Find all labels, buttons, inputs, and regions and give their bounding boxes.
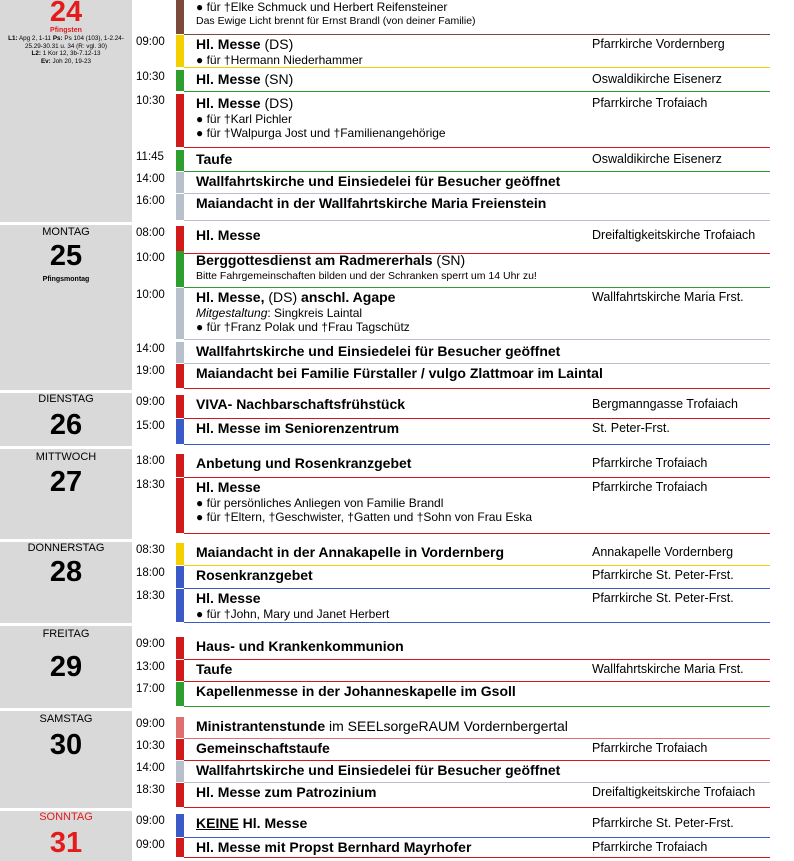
event-title-text: Taufe bbox=[196, 661, 233, 677]
event-time: 13:00 bbox=[136, 661, 165, 673]
event-title-extra: (SN) bbox=[260, 71, 294, 87]
event-category-bar bbox=[176, 194, 184, 220]
event-title bbox=[196, 638, 404, 655]
day-weekday: MITTWOCH bbox=[35, 451, 97, 463]
event-time: 09:00 bbox=[136, 718, 165, 730]
event-category-bar bbox=[176, 70, 184, 91]
event-title-text: Anbetung und Rosenkranzgebet bbox=[196, 455, 412, 471]
event-detail: Das Ewige Licht brennt für Ernst Brandl (von deiner Familie) bbox=[196, 15, 476, 27]
event-row[interactable] bbox=[136, 761, 794, 783]
event-row[interactable] bbox=[136, 226, 794, 254]
event-title bbox=[196, 95, 293, 112]
event-time: 10:00 bbox=[136, 252, 165, 264]
day-number: 30 bbox=[49, 729, 83, 761]
event-title bbox=[196, 252, 465, 269]
event-title-text: VIVA- Nachbarschaftsfrühstück bbox=[196, 396, 406, 412]
event-detail: ● für †John, Mary und Janet Herbert bbox=[196, 607, 390, 621]
day-separator bbox=[0, 708, 794, 711]
reading-label: Ev: bbox=[40, 57, 51, 65]
event-detail: ● für †Karl Pichler bbox=[196, 112, 292, 126]
reading-text: Apg 2, 1-11 bbox=[17, 35, 53, 42]
reading-label: Ps: bbox=[52, 35, 63, 42]
event-title-extra: (SN) bbox=[432, 252, 466, 268]
reading-item bbox=[32, 50, 101, 57]
event-time: 18:30 bbox=[136, 479, 165, 491]
event-row[interactable] bbox=[136, 70, 794, 92]
day-separator bbox=[0, 222, 794, 225]
event-category-bar bbox=[176, 94, 184, 147]
event-title bbox=[196, 784, 376, 801]
event-divider bbox=[184, 91, 770, 92]
event-title-text: Hl. Messe mit Propst Bernhard Mayrhofer bbox=[196, 839, 472, 855]
day-weekday: DIENSTAG bbox=[38, 393, 94, 405]
event-title-text: Gemeinschaftstaufe bbox=[196, 740, 330, 756]
day-weekday: SAMSTAG bbox=[39, 713, 93, 725]
event-detail: Bitte Fahrgemeinschaften bilden und der Schranken sperrt um 14 Uhr zu! bbox=[196, 270, 537, 282]
event-category-bar bbox=[176, 543, 184, 565]
event-detail: ● für persönliches Anliegen von Familie Brandl bbox=[196, 496, 444, 510]
event-divider bbox=[184, 388, 770, 389]
event-time: 08:00 bbox=[136, 227, 165, 239]
event-location: Wallfahrtskirche Maria Frst. bbox=[592, 290, 744, 304]
event-title bbox=[196, 683, 516, 700]
event-category-bar bbox=[176, 395, 184, 418]
event-location: Oswaldikirche Eisenerz bbox=[592, 152, 722, 166]
event-row[interactable] bbox=[136, 838, 794, 858]
event-time: 14:00 bbox=[136, 343, 165, 355]
event-title bbox=[196, 36, 293, 53]
event-category-bar bbox=[176, 478, 184, 533]
event-title bbox=[196, 71, 293, 88]
event-divider bbox=[184, 444, 770, 445]
event-title-text: Hl. Messe im Seniorenzentrum bbox=[196, 420, 400, 436]
event-category-bar bbox=[176, 783, 184, 807]
day-number: 29 bbox=[49, 651, 83, 683]
event-title-text: Hl. Messe zum Patrozinium bbox=[196, 784, 377, 800]
event-title-text: Hl. Messe bbox=[196, 590, 261, 606]
day-weekday: DONNERSTAG bbox=[27, 542, 105, 554]
event-row[interactable] bbox=[136, 150, 794, 172]
event-row[interactable] bbox=[136, 94, 794, 148]
event-category-bar bbox=[176, 566, 184, 588]
day-feast: Pfingsmontag bbox=[42, 276, 90, 283]
event-title-text: Taufe bbox=[196, 151, 233, 167]
day-separator bbox=[0, 623, 794, 626]
event-title-extra: (DS) bbox=[264, 289, 302, 305]
day-number: 31 bbox=[49, 827, 83, 859]
event-location: Annakapelle Vordernberg bbox=[592, 545, 734, 559]
day-number: 28 bbox=[49, 556, 83, 588]
event-detail-italic: Mitgestaltung bbox=[196, 306, 268, 320]
event-time: 10:30 bbox=[136, 740, 165, 752]
event-title-extra: (DS) bbox=[260, 36, 294, 52]
event-title bbox=[196, 567, 313, 584]
event-divider bbox=[184, 857, 770, 858]
event-time: 10:30 bbox=[136, 71, 165, 83]
event-title-extra: (DS) bbox=[260, 95, 294, 111]
event-title bbox=[196, 762, 560, 779]
event-detail: ● für †Franz Polak und †Frau Tagschütz bbox=[196, 320, 410, 334]
event-title-text: Wallfahrtskirche und Einsiedelei für Besucher geöffnet bbox=[196, 343, 561, 359]
event-row[interactable] bbox=[136, 739, 794, 761]
event-title bbox=[196, 195, 546, 212]
day-number: 26 bbox=[49, 409, 83, 441]
event-title bbox=[196, 544, 504, 561]
event-category-bar bbox=[176, 288, 184, 339]
event-title-text: Wallfahrtskirche und Einsiedelei für Besucher geöffnet bbox=[196, 762, 561, 778]
event-title-text: Berggottesdienst am Radmererhals bbox=[196, 252, 433, 268]
event-time: 10:00 bbox=[136, 289, 165, 301]
event-location: Pfarrkirche Trofaiach bbox=[592, 456, 708, 470]
event-category-bar bbox=[176, 150, 184, 171]
event-title-text: Hl. Messe, bbox=[196, 289, 265, 305]
event-title bbox=[196, 396, 405, 413]
event-time: 16:00 bbox=[136, 195, 165, 207]
event-time: 08:30 bbox=[136, 544, 165, 556]
event-title-text: Hl. Messe bbox=[196, 36, 261, 52]
event-time: 09:00 bbox=[136, 839, 165, 851]
event-time: 14:00 bbox=[136, 762, 165, 774]
day-feast: Pfingsten bbox=[50, 27, 82, 34]
event-location: Dreifaltigkeitskirche Trofaiach bbox=[592, 228, 756, 242]
event-category-bar bbox=[176, 814, 184, 837]
event-location: Pfarrkirche Trofaiach bbox=[592, 96, 708, 110]
event-time: 18:00 bbox=[136, 455, 165, 467]
event-category-bar bbox=[176, 589, 184, 622]
event-row[interactable] bbox=[136, 478, 794, 534]
event-title-emphasis: KEINE bbox=[196, 815, 239, 831]
event-category-bar bbox=[176, 35, 184, 67]
day-readings bbox=[2, 35, 130, 65]
event-title bbox=[196, 815, 307, 832]
event-divider bbox=[184, 67, 770, 68]
day-weekday: MONTAG bbox=[42, 226, 90, 238]
event-row[interactable] bbox=[136, 660, 794, 682]
event-title-text: Kapellenmesse in der Johanneskapelle im Gsoll bbox=[196, 683, 516, 699]
event-title-text: Hl. Messe bbox=[196, 479, 261, 495]
event-row[interactable] bbox=[136, 717, 794, 739]
event-title-text: Ministrantenstunde bbox=[196, 718, 326, 734]
event-location: Pfarrkirche St. Peter-Frst. bbox=[592, 591, 734, 605]
event-category-bar bbox=[176, 660, 184, 681]
event-row[interactable] bbox=[136, 783, 794, 808]
event-row[interactable] bbox=[136, 251, 794, 288]
reading-text: Ps 104 (103), 1-2.24-25.29-30.31 u. 34 (R: vgl. 30) bbox=[25, 35, 124, 50]
event-row[interactable] bbox=[136, 364, 794, 389]
event-time: 10:30 bbox=[136, 95, 165, 107]
reading-item bbox=[8, 35, 53, 42]
event-time: 09:00 bbox=[136, 815, 165, 827]
event-title bbox=[196, 740, 330, 757]
event-time: 14:00 bbox=[136, 173, 165, 185]
event-title-text: Maiandacht in der Wallfahrtskirche Maria Freienstein bbox=[196, 195, 547, 211]
event-row[interactable] bbox=[136, 0, 794, 35]
event-time: 18:00 bbox=[136, 567, 165, 579]
event-detail: ● für †Eltern, †Geschwister, †Gatten und †Sohn von Frau Eska bbox=[196, 510, 533, 524]
event-category-bar bbox=[176, 761, 184, 782]
event-category-bar bbox=[176, 0, 184, 34]
event-divider bbox=[184, 533, 770, 534]
event-title bbox=[196, 227, 261, 244]
event-category-bar bbox=[176, 364, 184, 388]
event-title bbox=[196, 479, 261, 496]
event-divider bbox=[184, 339, 770, 340]
event-category-bar bbox=[176, 419, 184, 444]
event-title bbox=[196, 420, 399, 437]
event-title-text: Rosenkranzgebet bbox=[196, 567, 313, 583]
event-location: St. Peter-Frst. bbox=[592, 421, 670, 435]
event-title bbox=[196, 718, 568, 735]
event-row[interactable] bbox=[136, 172, 794, 194]
reading-text: Joh 20, 19-23 bbox=[50, 57, 92, 65]
event-time: 09:00 bbox=[136, 36, 165, 48]
event-title bbox=[196, 289, 395, 306]
reading-label: L1: bbox=[8, 35, 18, 42]
event-title-text: Maiandacht in der Annakapelle in Vordernberg bbox=[196, 544, 505, 560]
event-title-text: Maiandacht bei Familie Fürstaller / vulgo Zlattmoar im Laintal bbox=[196, 365, 603, 381]
event-row[interactable] bbox=[136, 566, 794, 589]
event-location: Pfarrkirche Trofaiach bbox=[592, 480, 708, 494]
event-row[interactable] bbox=[136, 194, 794, 221]
event-time: 15:00 bbox=[136, 420, 165, 432]
event-time: 11:45 bbox=[136, 151, 164, 163]
event-detail: ● für †Walpurga Jost und †Familienangehörige bbox=[196, 126, 446, 140]
event-category-bar bbox=[176, 637, 184, 659]
event-row[interactable] bbox=[136, 454, 794, 478]
event-divider bbox=[184, 622, 770, 623]
event-row[interactable] bbox=[136, 814, 794, 838]
event-title-text: Hl. Messe bbox=[238, 815, 308, 831]
event-location: Wallfahrtskirche Maria Frst. bbox=[592, 662, 744, 676]
event-title bbox=[196, 455, 411, 472]
event-divider bbox=[184, 220, 770, 221]
event-row[interactable] bbox=[136, 543, 794, 566]
event-detail bbox=[196, 306, 362, 320]
event-category-bar bbox=[176, 739, 184, 760]
event-title bbox=[196, 365, 603, 382]
event-title-text: Hl. Messe bbox=[196, 227, 261, 243]
event-detail: ● für †Elke Schmuck und Herbert Reifensteiner bbox=[196, 0, 448, 14]
event-category-bar bbox=[176, 838, 184, 857]
event-row[interactable] bbox=[136, 288, 794, 340]
reading-text: 1 Kor 12, 3b-7.12-13 bbox=[40, 50, 101, 57]
event-divider bbox=[184, 147, 770, 148]
day-separator bbox=[0, 390, 794, 393]
event-detail: ● für †Hermann Niederhammer bbox=[196, 53, 363, 67]
reading-label: L2: bbox=[31, 50, 41, 57]
event-title bbox=[196, 173, 560, 190]
event-location: Pfarrkirche St. Peter-Frst. bbox=[592, 816, 734, 830]
event-row[interactable] bbox=[136, 589, 794, 623]
event-location: Bergmanngasse Trofaiach bbox=[592, 397, 738, 411]
event-location: Oswaldikirche Eisenerz bbox=[592, 72, 722, 86]
event-category-bar bbox=[176, 226, 184, 253]
event-category-bar bbox=[176, 717, 184, 738]
event-title-extra: im SEELsorgeRAUM Vordernbergertal bbox=[325, 718, 568, 734]
event-time: 19:00 bbox=[136, 365, 165, 377]
day-weekday: SONNTAG bbox=[39, 811, 93, 823]
event-row[interactable] bbox=[136, 395, 794, 419]
event-row[interactable] bbox=[136, 682, 794, 707]
event-category-bar bbox=[176, 342, 184, 363]
event-time: 09:00 bbox=[136, 396, 165, 408]
event-detail-text: : Singkreis Laintal bbox=[267, 306, 363, 320]
event-row[interactable] bbox=[136, 342, 794, 364]
event-time: 18:30 bbox=[136, 784, 165, 796]
day-number: 25 bbox=[49, 240, 83, 272]
event-time: 09:00 bbox=[136, 638, 165, 650]
event-title bbox=[196, 343, 560, 360]
day-number: 27 bbox=[49, 466, 83, 498]
event-title-text: Haus- und Krankenkommunion bbox=[196, 638, 404, 654]
event-divider bbox=[184, 807, 770, 808]
day-separator bbox=[0, 446, 794, 449]
day-separator bbox=[0, 539, 794, 542]
event-category-bar bbox=[176, 682, 184, 706]
event-title bbox=[196, 590, 261, 607]
event-category-bar bbox=[176, 251, 184, 287]
event-title-text: Hl. Messe bbox=[196, 95, 261, 111]
event-title bbox=[196, 839, 471, 856]
day-weekday: FREITAG bbox=[42, 628, 90, 640]
event-row[interactable] bbox=[136, 637, 794, 660]
day-separator bbox=[0, 808, 794, 811]
event-category-bar bbox=[176, 172, 184, 193]
event-title bbox=[196, 661, 232, 678]
event-row[interactable] bbox=[136, 35, 794, 68]
event-title bbox=[196, 151, 232, 168]
event-location: Pfarrkirche Trofaiach bbox=[592, 840, 708, 854]
event-row[interactable] bbox=[136, 419, 794, 445]
event-location: Pfarrkirche Vordernberg bbox=[592, 37, 725, 51]
event-time: 17:00 bbox=[136, 683, 165, 695]
event-category-bar bbox=[176, 454, 184, 477]
event-title-text: Wallfahrtskirche und Einsiedelei für Besucher geöffnet bbox=[196, 173, 561, 189]
day-number: 24 bbox=[49, 0, 83, 28]
event-location: Dreifaltigkeitskirche Trofaiach bbox=[592, 785, 756, 799]
event-title-tail: anschl. Agape bbox=[301, 289, 396, 305]
event-title-text: Hl. Messe bbox=[196, 71, 261, 87]
event-divider bbox=[184, 706, 770, 707]
event-location: Pfarrkirche Trofaiach bbox=[592, 741, 708, 755]
event-location: Pfarrkirche St. Peter-Frst. bbox=[592, 568, 734, 582]
reading-item bbox=[41, 58, 91, 65]
event-time: 18:30 bbox=[136, 590, 165, 602]
